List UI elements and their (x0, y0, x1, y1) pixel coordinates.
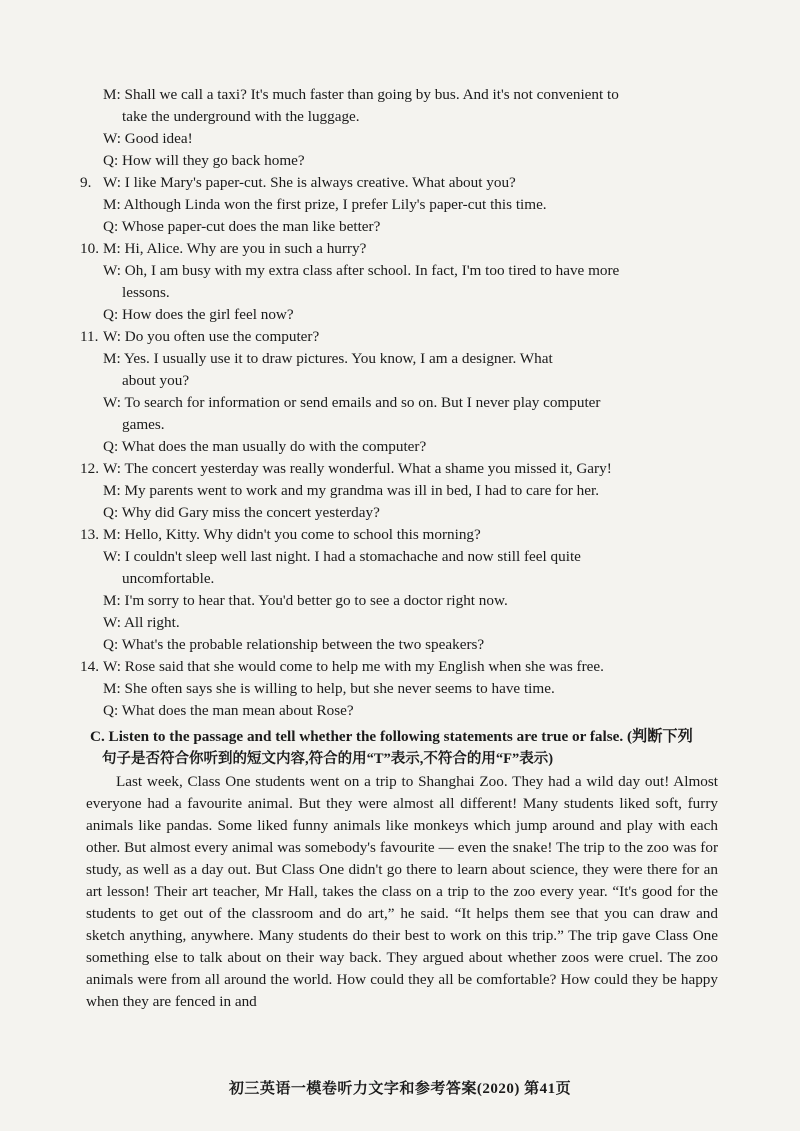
dialogue-line (80, 106, 720, 128)
line-text: Q: Whose paper-cut does the man like better? (103, 218, 381, 235)
dialogue-line (80, 568, 720, 590)
item-number: 14. (80, 658, 99, 675)
line-text: M: Shall we call a taxi? It's much faster than going by bus. And it's not convenient to (103, 86, 619, 103)
dialogue-line (80, 634, 720, 656)
item-number: 12. (80, 460, 99, 477)
dialogue-line (80, 436, 720, 458)
line-text: Q: What does the man usually do with the computer? (103, 438, 427, 455)
dialogue-item-start (80, 326, 720, 348)
line-text: lessons. (122, 284, 170, 301)
line-text: M: She often says she is willing to help, but she never seems to have time. (103, 680, 555, 697)
dialogue-item-start (80, 238, 720, 260)
dialogue-line (80, 348, 720, 370)
page-footer: 初三英语一模卷听力文字和参考答案(2020) 第41页 (228, 1081, 572, 1097)
line-text: take the underground with the luggage. (122, 108, 360, 125)
dialogue-line (80, 480, 720, 502)
dialogue-line (80, 216, 720, 238)
dialogue-item-start (80, 172, 720, 194)
line-text: M: I'm sorry to hear that. You'd better go to see a doctor right now. (103, 592, 508, 609)
dialogue-line (80, 392, 720, 414)
line-text: Q: How will they go back home? (103, 152, 305, 169)
section-c-instructions (90, 726, 720, 770)
line-text: Q: How does the girl feel now? (103, 306, 294, 323)
line-text: W: I couldn't sleep well last night. I had a stomachache and now still feel quite (103, 548, 581, 565)
line-text: W: I like Mary's paper-cut. She is always creative. What about you? (103, 174, 516, 191)
line-text: M: My parents went to work and my grandma was ill in bed, I had to care for her. (103, 482, 599, 499)
dialogue-line (80, 546, 720, 568)
line-text: M: Yes. I usually use it to draw pictures. You know, I am a designer. What (103, 350, 553, 367)
dialogue-line (80, 128, 720, 150)
item-number: 11. (80, 328, 99, 345)
line-text: M: Hi, Alice. Why are you in such a hurry? (103, 240, 367, 257)
dialogue-item-start (80, 656, 720, 678)
line-text: W: To search for information or send emails and so on. But I never play computer (103, 394, 601, 411)
dialogue-line (80, 612, 720, 634)
dialogue-line (80, 414, 720, 436)
line-text: W: Rose said that she would come to help me with my English when she was free. (103, 658, 604, 675)
dialogue-line (80, 260, 720, 282)
line-text: W: Oh, I am busy with my extra class after school. In fact, I'm too tired to have more (103, 262, 620, 279)
line-text: Q: What does the man mean about Rose? (103, 702, 354, 719)
dialogue-line (80, 282, 720, 304)
listening-passage (86, 771, 718, 1013)
item-number: 13. (80, 526, 99, 543)
line-text: games. (122, 416, 165, 433)
line-text: M: Hello, Kitty. Why didn't you come to school this morning? (103, 526, 481, 543)
line-text: M: Although Linda won the first prize, I prefer Lily's paper-cut this time. (103, 196, 547, 213)
dialogue-item-start (80, 524, 720, 546)
item-number: 10. (80, 240, 99, 257)
line-text: W: Good idea! (103, 130, 193, 147)
dialogue-line (80, 590, 720, 612)
item-number: 9. (80, 174, 92, 191)
line-text: W: All right. (103, 614, 180, 631)
line-text: W: The concert yesterday was really wonderful. What a shame you missed it, Gary! (103, 460, 612, 477)
dialogue-line (80, 502, 720, 524)
line-text: W: Do you often use the computer? (103, 328, 320, 345)
dialogue-transcript (80, 84, 720, 722)
dialogue-line (80, 370, 720, 392)
line-text: Q: Why did Gary miss the concert yesterday? (103, 504, 380, 521)
line-text: Q: What's the probable relationship between the two speakers? (103, 636, 485, 653)
passage-paragraph: Last week, Class One students went on a trip to Shanghai Zoo. They had a wild day out! Almost everyone had a favourite animal. But they were almost all different! Many students liked soft, furry animals like pandas. Some liked funny animals like monkeys which jump around and play with each other. But almost every animal was somebody's favourite — even the snake! The trip to the zoo was for study, as well as a day out. But Class One didn't go there to learn about science, they were there for an art lesson! Their art teacher, Mr Hall, takes the class on a trip to the zoo every year. “It's good for the students to get out of the classroom and do art,” he said. “It helps them see that you can draw and sketch anything, anywhere. Many students do their best to work on this trip.” The trip gave Class One something else to talk about on their way back. They argued about whether zoos were cruel. The zoo animals were from all around the world. How could they all be comfortable? How could they be happy when they are fenced in and (86, 773, 718, 1010)
section-c-heading-chinese: 句子是否符合你听到的短文内容,符合的用“T”表示,不符合的用“F”表示) (102, 751, 554, 767)
dialogue-line (80, 700, 720, 722)
line-text: uncomfortable. (122, 570, 215, 587)
line-text: about you? (122, 372, 190, 389)
dialogue-line (80, 84, 720, 106)
dialogue-line (80, 150, 720, 172)
dialogue-item-start (80, 458, 720, 480)
dialogue-line (80, 194, 720, 216)
dialogue-line (80, 304, 720, 326)
section-c-heading: C. Listen to the passage and tell whether the following statements are true or false. (判断下列 (90, 728, 693, 745)
dialogue-line (80, 678, 720, 700)
